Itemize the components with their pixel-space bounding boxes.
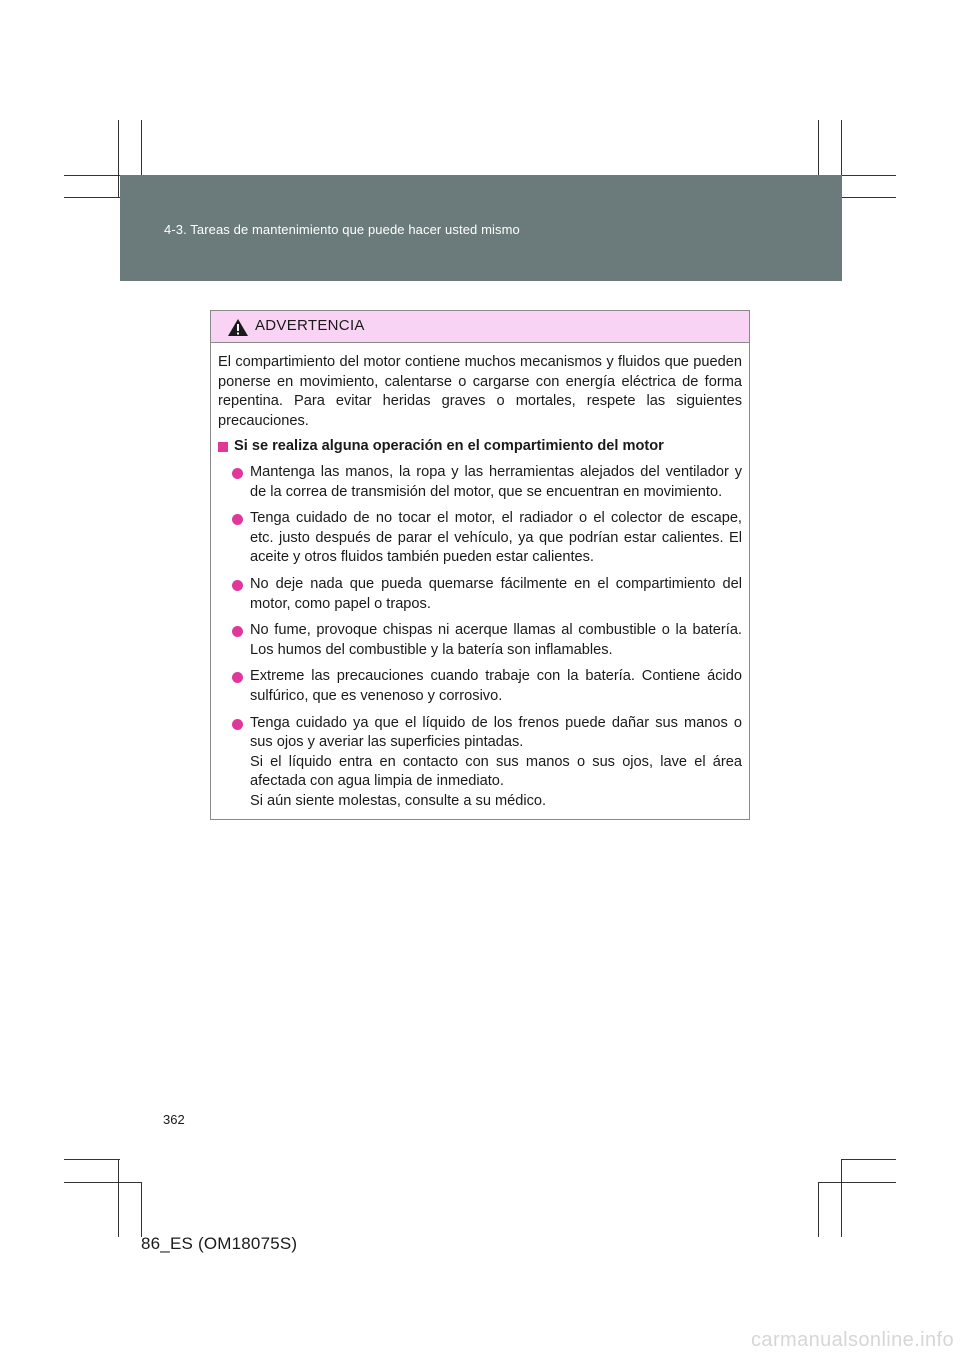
warning-header — [211, 311, 749, 343]
document-code: 86_ES (OM18075S) — [141, 1234, 298, 1253]
list-item-line: aceite y otros fluidos también pueden estar calientes. — [250, 549, 594, 566]
list-item-line: No fume, provoque chispas ni acerque llamas al combustible o la batería. — [250, 622, 742, 639]
section-heading-text: Si se realiza alguna operación en el compartimiento del motor — [234, 438, 664, 455]
circle-bullet-icon — [232, 719, 243, 730]
section-header-band — [120, 175, 842, 281]
list-item-line: etc. justo después de parar el vehículo, ya que podrían estar calientes. El — [250, 529, 742, 546]
crop-mark — [118, 1159, 119, 1237]
crop-mark — [64, 1182, 142, 1183]
crop-mark — [141, 120, 142, 175]
crop-mark — [842, 1159, 896, 1160]
list-item-line: No deje nada que pueda quemarse fácilmente en el compartimiento del — [250, 575, 742, 592]
warning-intro: El compartimiento del motor contiene muchos mecanismos y fluidos que pueden ponerse en movimiento, calentarse o cargarse con energía eléctrica de forma repentina. Para evitar heridas graves o mortales, respete las siguientes precauciones. — [218, 354, 742, 429]
list-item — [218, 667, 742, 706]
crop-mark — [818, 1182, 896, 1183]
list-item-line: motor, como papel o trapos. — [250, 595, 431, 612]
list-item — [218, 714, 742, 812]
crop-mark — [818, 120, 819, 175]
list-item-line: Los humos del combustible y la batería son inflamables. — [250, 641, 613, 658]
list-item — [218, 463, 742, 502]
circle-bullet-icon — [232, 626, 243, 637]
crop-mark — [841, 1159, 842, 1237]
bullet-list — [218, 463, 742, 812]
circle-bullet-icon — [232, 468, 243, 479]
list-item — [218, 575, 742, 614]
list-item-line: sus ojos y averiar las superficies pintadas. — [250, 734, 524, 751]
list-item-line: Tenga cuidado de no tocar el motor, el radiador o el colector de escape, — [250, 510, 742, 527]
list-item-line: Si el líquido entra en contacto con sus manos o sus ojos, lave el área — [250, 753, 742, 770]
warning-box — [210, 310, 750, 820]
crop-mark — [64, 1159, 120, 1160]
crop-mark — [64, 197, 120, 198]
page-number: 362 — [163, 1112, 185, 1127]
list-item-line: Mantenga las manos, la ropa y las herramientas alejados del ventilador y — [250, 463, 742, 480]
list-item-line: Si aún siente molestas, consulte a su médico. — [250, 792, 547, 809]
circle-bullet-icon — [232, 514, 243, 525]
circle-bullet-icon — [232, 672, 243, 683]
list-item-line: de la correa de transmisión del motor, que se encuentran en movimiento. — [250, 483, 723, 500]
list-item-line: Extreme las precauciones cuando trabaje con la batería. Contiene ácido — [250, 668, 742, 685]
crop-mark — [141, 1182, 142, 1237]
list-item-line: sulfúrico, que es venenoso y corrosivo. — [250, 687, 503, 704]
circle-bullet-icon — [232, 580, 243, 591]
section-heading — [218, 437, 742, 457]
crop-mark — [818, 1182, 819, 1237]
warning-body — [211, 343, 749, 811]
warning-triangle-icon — [227, 318, 249, 337]
square-bullet-icon — [218, 442, 228, 452]
watermark: carmanualsonline.info — [751, 1329, 954, 1351]
list-item-line: Tenga cuidado ya que el líquido de los frenos puede dañar sus manos o — [250, 714, 742, 731]
crop-mark — [118, 120, 119, 198]
list-item — [218, 509, 742, 568]
crop-mark — [842, 197, 896, 198]
section-title: 4-3. Tareas de mantenimiento que puede hacer usted mismo — [164, 222, 520, 237]
list-item — [218, 621, 742, 660]
warning-title: ADVERTENCIA — [255, 317, 365, 334]
list-item-line: afectada con agua limpia de inmediato. — [250, 773, 504, 790]
